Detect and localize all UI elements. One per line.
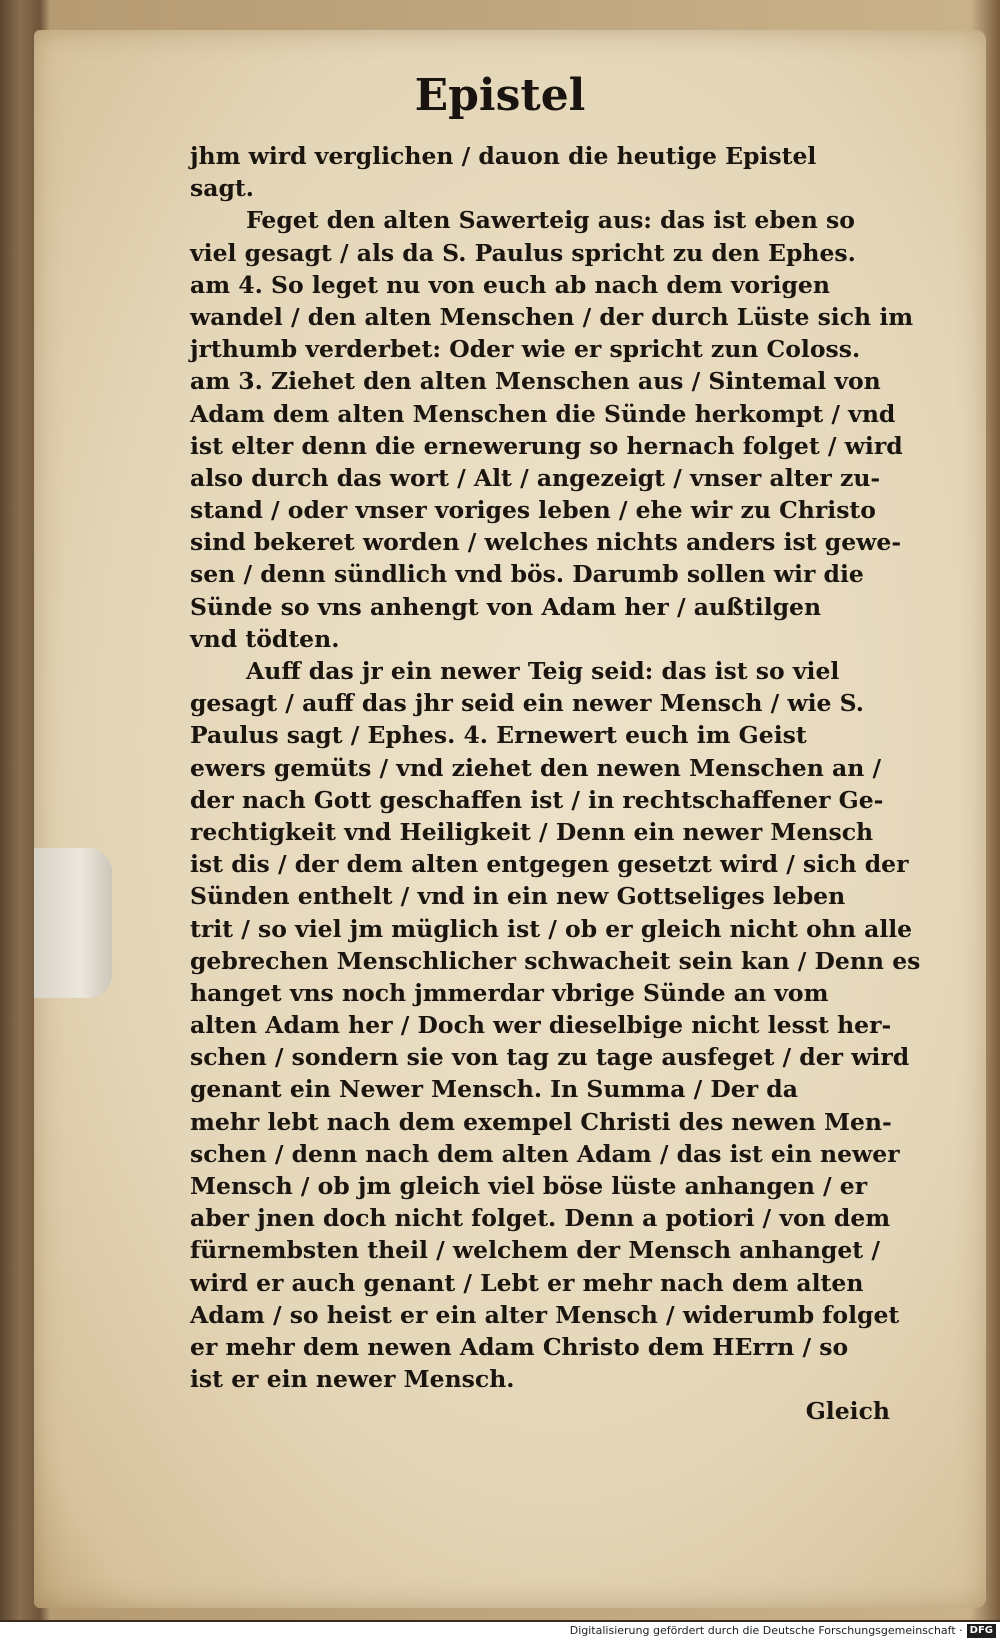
text-line: ewers gemüts / vnd ziehet den newen Menschen an / [190,753,882,782]
text-line: schen / sondern sie von tag zu tage ausfeget / der wird [190,1043,910,1072]
page-clip [34,848,112,998]
text-line: er mehr dem newen Adam Christo dem HErrn / so [190,1332,849,1361]
text-line: ist dis / der dem alten entgegen gesetzt wird / sich der [190,850,909,879]
text-line: Mensch / ob jm gleich viel böse lüste anhangen / er [190,1172,868,1200]
digitization-footer [0,1622,1000,1640]
text-line: Adam dem alten Menschen die Sünde herkompt / vnd [190,399,896,428]
dfg-logo: DFG [967,1624,996,1638]
text-line: ist er ein newer Mensch. [190,1365,515,1394]
text-line: also durch das wort / Alt / angezeigt / vnser alter zu- [190,463,881,492]
text-line: alten Adam her / Doch wer dieselbige nicht lesst her- [190,1011,892,1040]
text-line: rechtigkeit vnd Heiligkeit / Denn ein newer Mensch [190,817,874,846]
footer-credit: Digitalisierung gefördert durch die Deutsche Forschungsgemeinschaft · [569,1624,963,1637]
text-line: ist elter denn die ernewerung so hernach folget / wird [190,431,903,460]
text-line: mehr lebt nach dem exempel Christi des newen Men- [190,1107,892,1136]
text-line: hanget vns noch jmmerdar vbrige Sünde an vom [190,978,829,1007]
text-line: Feget den alten Sawerteig aus: das ist eben so [246,206,855,235]
text-line: am 4. So leget nu von euch ab nach dem vorigen [190,270,830,299]
text-line: gebrechen Menschlicher schwacheit sein kan / Denn es [190,946,921,975]
catchword: Gleich [805,1397,890,1426]
text-line: sagt. [190,174,254,203]
text-line: Auff das jr ein newer Teig seid: das ist so viel [246,657,840,685]
text-line: am 3. Ziehet den alten Menschen aus / Sintemal von [190,367,881,396]
text-line: fürnembsten theil / welchem der Mensch anhanget / [190,1236,880,1265]
text-line: Paulus sagt / Ephes. 4. Ernewert euch im Geist [190,721,807,750]
text-line: jhm wird verglichen / dauon die heutige Epistel [190,142,817,170]
text-line: der nach Gott geschaffen ist / in rechtschaffener Ge- [190,785,884,814]
text-line: trit / so viel jm müglich ist / ob er gleich nicht ohn alle [190,914,913,943]
text-line: vnd tödten. [190,624,340,653]
text-line: sen / denn sündlich vnd bös. Darumb sollen wir die [190,560,864,589]
text-line: wandel / den alten Menschen / der durch Lüste sich im [190,302,914,331]
text-line: Sünde so vns anhengt von Adam her / außtilgen [190,592,822,621]
text-line: sind bekeret worden / welches nichts anders ist gewe- [190,528,902,557]
body-text [190,140,921,1428]
text-line: stand / oder vnser voriges leben / ehe wir zu Christo [190,496,876,525]
text-line: gesagt / auff das jhr seid ein newer Mensch / wie S. [190,689,864,718]
text-line: viel gesagt / als da S. Paulus spricht zu den Ephes. [190,238,856,267]
text-line: wird er auch genant / Lebt er mehr nach dem alten [190,1268,864,1297]
text-line: Sünden enthelt / vnd in ein new Gottseliges leben [190,882,846,911]
text-line: jrthumb verderbet: Oder wie er spricht zun Coloss. [190,335,861,364]
text-line: schen / denn nach dem alten Adam / das ist ein newer [190,1139,900,1168]
running-header: Epistel [414,70,586,121]
text-line: genant ein Newer Mensch. In Summa / Der da [190,1075,798,1104]
text-line: Adam / so heist er ein alter Mensch / widerumb folget [190,1300,900,1329]
text-line: aber jnen doch nicht folget. Denn a potiori / von dem [190,1204,891,1233]
